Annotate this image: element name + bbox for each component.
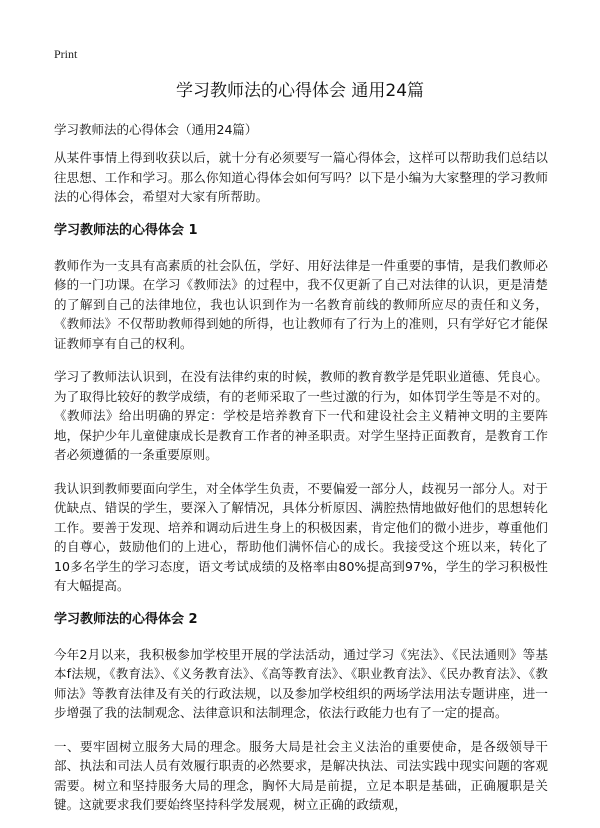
document-body xyxy=(54,148,548,828)
section-heading: 学习教师法的心得体会 2 xyxy=(54,611,198,627)
intro-paragraph: 从某件事情上得到收获以后，就十分有必须要写一篇心得体会，这样可以帮助我们总结以往思想、工作和学习。那么你知道心得体会如何写吗？以下是小编为大家整理的学习教师法的心得体会，希望对大家有所帮助。 xyxy=(54,150,548,204)
section-paragraph: 教师作为一支具有高素质的社会队伍，学好、用好法律是一件重要的事情，是我们教师必修的一门功课。在学习《教师法》的过程中，我不仅更新了自己对法律的认识，更是清楚的了解到自己的法律地位，我也认识到作为一名教育前线的教师所应尽的责任和义务，《教师法》不仅帮助教师得到她的所得，也让教师有了行为上的准则，只有学好它才能保证教师享有自己的权利。 xyxy=(54,257,548,351)
section-heading: 学习教师法的心得体会 1 xyxy=(54,222,198,238)
document-title: 学习教师法的心得体会 通用24篇 xyxy=(175,81,425,101)
section-paragraph: 学习了教师法认识到，在没有法律约束的时候，教师的教育教学是凭职业道德、凭良心。为了取得比较好的教学成绩，有的老师采取了一些过激的行为，如体罚学生等是不对的。《教师法》给出明确的界定：学校是培养教育下一代和建设社会主义精神文明的主要阵地，保护少年儿童健康成长是教育工作者的神圣职责。对学生坚持正面教育，是教育工作者必须遵循的一条重要原则。 xyxy=(54,369,548,462)
document-subtitle: 学习教师法的心得体会（通用24篇） xyxy=(54,122,258,137)
print-label[interactable]: Print xyxy=(54,47,78,61)
section-paragraph: 我认识到教师要面向学生，对全体学生负责，不要偏爱一部分人，歧视另一部分人。对于优缺点、错误的学生，要深入了解情况，具体分析原因、满腔热情地做好他们的思想转化工作。要善于发现、培养和调动后进生身上的积极因素，肯定他们的微小进步，尊重他们的自尊心，鼓励他们的上进心，帮助他们满怀信心的成长。我接受这个班以来，转化了10多名学生的学习态度，语文考试成绩的及格率由80%提高到97%，学生的学习积极性有大幅提高。 xyxy=(54,480,548,593)
section-paragraph: 今年2月以来，我积极参加学校里开展的学法活动，通过学习《宪法》、《民法通则》等基本f法规，《教育法》、《义务教育法》、《高等教育法》、《职业教育法》、《民办教育法》、《教师法》等教育法律及有关的行政法规，以及参加学校组织的两场学法用法专题讲座，进一步增强了我的法制观念、法律意识和法制理念，依法行政能力也有了一定的提高。 xyxy=(54,646,548,720)
section-paragraph: 一、要牢固树立服务大局的理念。服务大局是社会主义法治的重要使命，是各级领导干部、执法和司法人员有效履行职责的必然要求，是解决执法、司法实践中现实问题的客观需要。树立和坚持服务大局的理念，胸怀大局是前提，立足本职是基础，正确履职是关键。这就要求我们要始终坚持科学发展观，树立正确的政绩观， xyxy=(54,738,548,812)
